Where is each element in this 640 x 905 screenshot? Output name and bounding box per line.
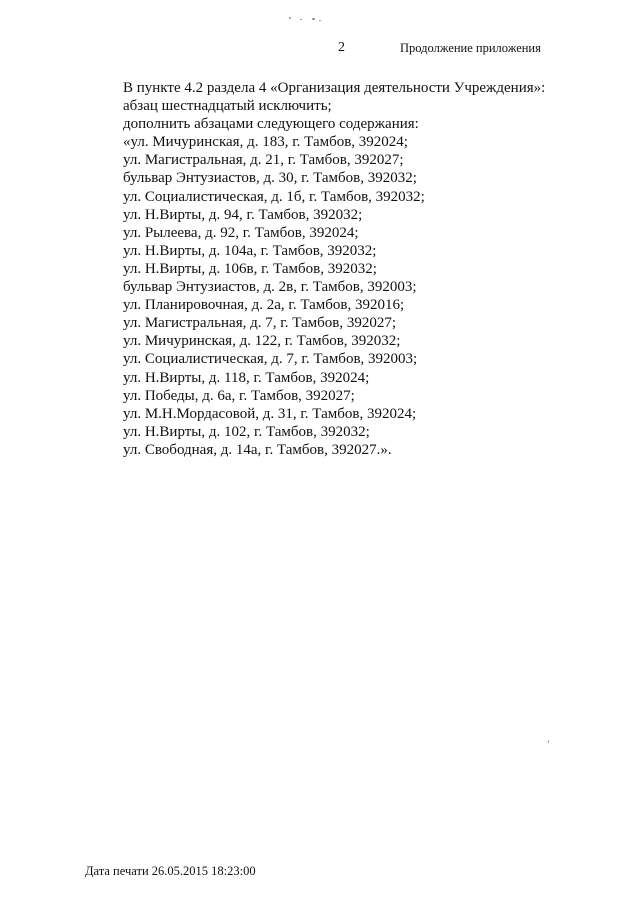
address-line: ул. Н.Вирты, д. 106в, г. Тамбов, 392032;: [123, 260, 377, 277]
address-line: ул. Н.Вирты, д. 94, г. Тамбов, 392032;: [123, 206, 363, 223]
address-line: ул. Свободная, д. 14а, г. Тамбов, 392027.».: [123, 441, 392, 458]
scan-speck: [319, 20, 321, 21]
address-line: «ул. Мичуринская, д. 183, г. Тамбов, 392024;: [123, 134, 408, 151]
scan-speck: [289, 17, 291, 19]
address-line: ул. Социалистическая, д. 1б, г. Тамбов, 392032;: [123, 188, 425, 205]
scan-speck: [312, 18, 315, 20]
scan-speck: [300, 19, 302, 20]
address-line: ул. Планировочная, д. 2а, г. Тамбов, 392016;: [123, 297, 405, 314]
header-note: Продолжение приложения: [400, 41, 541, 55]
address-line: ул. Магистральная, д. 7, г. Тамбов, 392027;: [123, 315, 397, 332]
body-line: В пункте 4.2 раздела 4 «Организация деятельности Учреждения»:: [123, 80, 546, 96]
address-line: ул. М.Н.Мордасовой, д. 31, г. Тамбов, 392024;: [123, 405, 417, 422]
address-line: ул. Н.Вирты, д. 104а, г. Тамбов, 392032;: [123, 242, 377, 259]
address-line: ул. Рылеева, д. 92, г. Тамбов, 392024;: [123, 224, 359, 241]
address-line: ул. Победы, д. 6а, г. Тамбов, 392027;: [123, 387, 355, 404]
scan-speck: [548, 740, 549, 743]
address-line: ул. Магистральная, д. 21, г. Тамбов, 392027;: [123, 152, 404, 169]
address-line: ул. Мичуринская, д. 122, г. Тамбов, 392032;: [123, 333, 401, 350]
address-line: ул. Н.Вирты, д. 118, г. Тамбов, 392024;: [123, 369, 370, 386]
page-number: 2: [338, 40, 345, 55]
address-line: бульвар Энтузиастов, д. 2в, г. Тамбов, 392003;: [123, 279, 417, 296]
body-line: абзац шестнадцатый исключить;: [123, 98, 332, 115]
print-date: Дата печати 26.05.2015 18:23:00: [85, 864, 256, 878]
body-line: дополнить абзацами следующего содержания:: [123, 116, 419, 133]
address-line: бульвар Энтузиастов, д. 30, г. Тамбов, 392032;: [123, 170, 417, 187]
address-line: ул. Социалистическая, д. 7, г. Тамбов, 392003;: [123, 351, 418, 368]
document-body: [123, 79, 593, 459]
address-line: ул. Н.Вирты, д. 102, г. Тамбов, 392032;: [123, 423, 370, 440]
